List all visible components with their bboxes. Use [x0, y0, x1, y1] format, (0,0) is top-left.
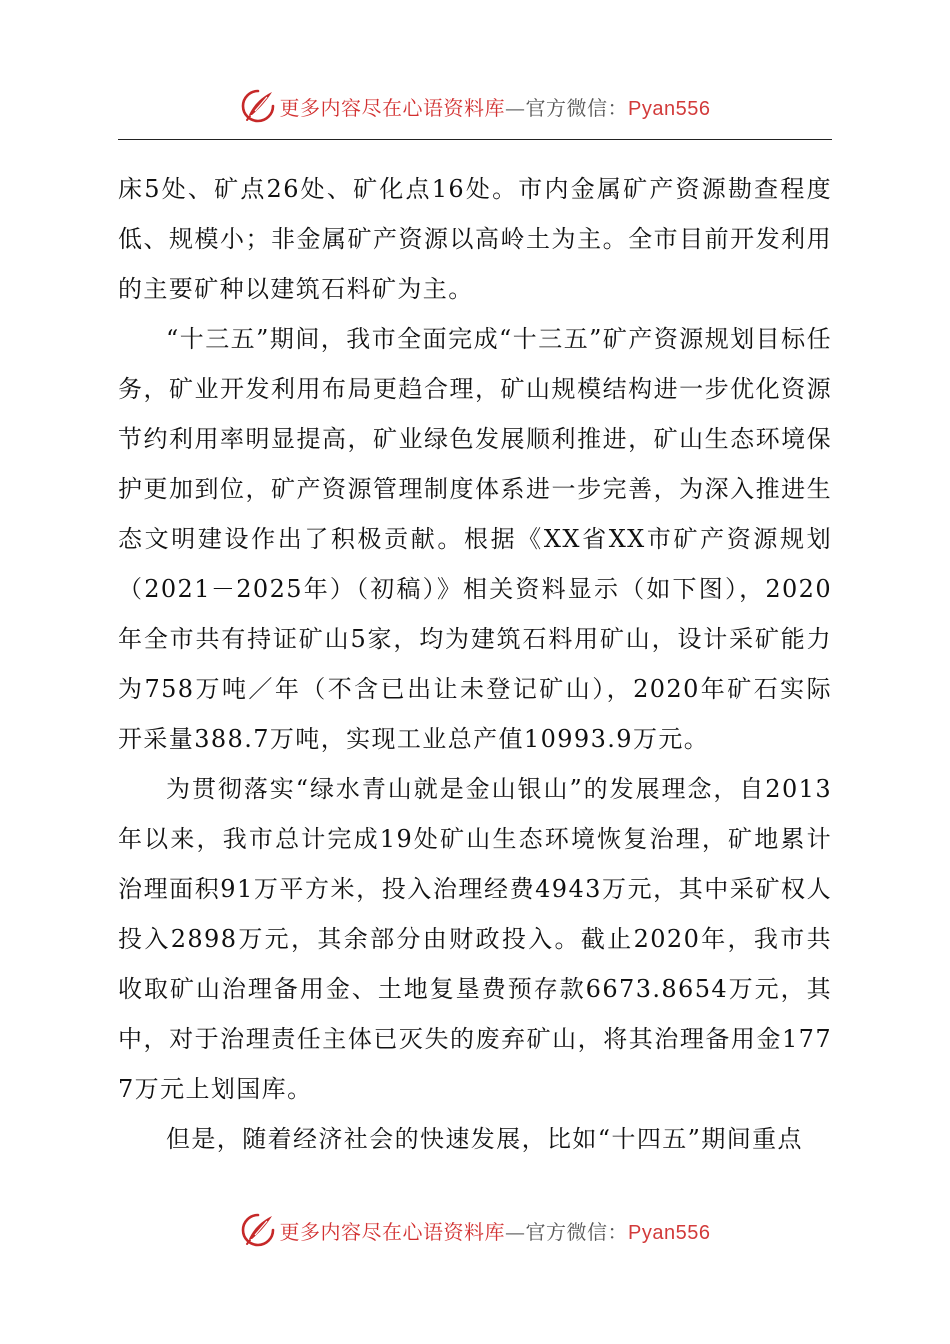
header-banner-text [280, 92, 711, 121]
document-body [118, 164, 832, 1164]
header-dash: — [505, 95, 526, 120]
header-divider [118, 139, 832, 140]
footer-banner-text [280, 1216, 711, 1245]
paragraph-2: “十三五”期间，我市全面完成“十三五”矿产资源规划目标任务，矿业开发利用布局更趋合理，矿山规模结构进一步优化资源节约利用率明显提高，矿业绿色发展顺利推进，矿山生态环境保护更加到位，矿产资源管理制度体系进一步完善，为深入推进生态文明建设作出了积极贡献。根据《XX省XX市矿产资源规划（2021－2025年）（初稿）》相关资料显示（如下图），2020年全市共有持证矿山5家，均为建筑石料用矿山，设计采矿能力为758万吨／年（不含已出让未登记矿山），2020年矿石实际开采量388.7万吨，实现工业总产值10993.9万元。 [118, 325, 832, 753]
header-brand-text: 更多内容尽在心语资料库 [279, 95, 506, 120]
header-wechat-id: Pyan556 [628, 97, 711, 120]
footer-wechat-id: Pyan556 [628, 1221, 711, 1244]
footer-dash: — [505, 1219, 526, 1244]
paragraph-3: 为贯彻落实“绿水青山就是金山银山”的发展理念，自2013年以来，我市总计完成19处矿山生态环境恢复治理，矿地累计治理面积91万平方米，投入治理经费4943万元，其中采矿权人投入2898万元，其余部分由财政投入。截止2020年，我市共收取矿山治理备用金、土地复垦费预存款6673.8654万元，其中，对于治理责任主体已灭失的废弃矿山，将其治理备用金1777万元上划国库。 [118, 775, 832, 1103]
footer-banner [0, 1208, 950, 1252]
paragraph-4: 但是，随着经济社会的快速发展，比如“十四五”期间重点 [166, 1125, 803, 1153]
header-wechat-label: 官方微信： [525, 95, 629, 120]
paragraph-1: 床5处、矿点26处、矿化点16处。市内金属矿产资源勘查程度低、规模小；非金属矿产资源以高岭土为主。全市目前开发利用的主要矿种以建筑石料矿为主。 [118, 175, 832, 303]
quill-circle-icon [240, 88, 276, 124]
header-banner [0, 84, 950, 128]
footer-wechat-label: 官方微信： [525, 1219, 629, 1244]
footer-brand-text: 更多内容尽在心语资料库 [279, 1219, 506, 1244]
quill-circle-icon [240, 1212, 276, 1248]
